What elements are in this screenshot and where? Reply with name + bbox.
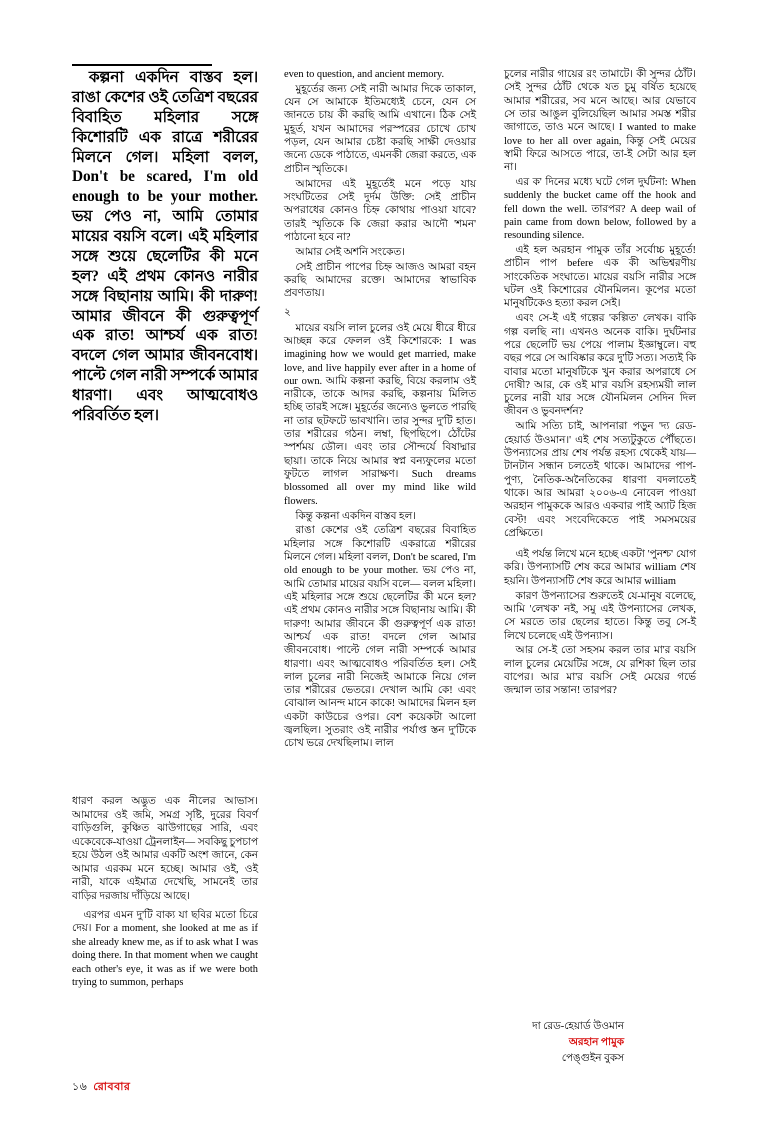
page-footer [72, 1078, 131, 1097]
paragraph: কারণ উপন্যাসের শুরুতেই যে-মানুষ বলেছে, আমি 'লেখক' নই, সমু এই উপন্যাসের লেখক, সে মরতে তার ছেলের হাতে। কিন্তু তবু সে-ই লিখে চলেছে এই উপন্যাস। [504, 590, 696, 642]
paragraph: আমি সত্যি চাই, আপনারা পড়ুন 'দ্য রেড-হেয়ার্ড উওমান।' এই শেষ সত্যটুকুতে পৌঁছতে। উপন্যাসের প্রায় শেষ পর্যন্ত রহস্য থেকেই যায়— টানটান সন্ধান চলতেই থাকে। আমাদের পাপ-পুণ্য, নৈতিক-অনৈতিকের ধারণা বদলাতেই থাকে। আর আমরা ২০০৬-এ নোবেল পাওয়া অরহান পামুককে আরও একবার পাই অ্যাট হিজ বেস্ট! এবং সংবেদিকেতে পাই সমসময়ের প্রেক্ষিতে। [504, 421, 696, 539]
column-one [72, 68, 258, 428]
paragraph: রাঙা কেশের ওই তেত্রিশ বছরের বিবাহিত মহিলার সঙ্গে কিশোরটি একরাত্রে শরীরের মিলনে গেল। মহিলা বলল, Don't be scared, I'm old enough to be your mother. ভয় পেও না, আমি তোমার মায়ের বয়সি বলে— বলল মহিলা। এই মহিলার সঙ্গে শুয়ে ছেলেটির কী মনে হল? এই প্রথম কোনও নারীর সঙ্গে বিছানায় আমি। কী দারুণ! আমার জীবনে কী গুরুত্বপূর্ণ এক রাত! আশ্চর্য এক রাত! বদলে গেল আমার জীবনবোধ। পাল্টে গেল নারী সম্পর্কে আমার ধারণা। এবং আত্মবোধও পরিবর্তিত হল। সেই লাল চুলের নারী নিজেই আমাকে নিয়ে গেল তার শরীরের ভেতরে। দেখাল আমি কে! এবং বোঝাল আনন্দ মানে কাকে! আমাদের মিলন হল একটা কাউচের ওপর। বেশ কয়েকটা আলো জ্বলছিল। সুতরাং ওই নারীর পর্যাপ্ত স্তন দু'টিকে চোখ ভরে দেখছিলাম। লাল [284, 525, 476, 750]
paragraph: কিন্তু কল্পনা একদিন বাস্তব হল। [295, 510, 416, 522]
column-two [284, 68, 476, 752]
paragraph: আর সে-ই তো সহসম করল তার মা'র বয়সি লাল চুলের মেয়েটির সঙ্গে, যে রশিকা ছিল তার বাপের। আর মা'র বয়সি সেই মেয়ের গর্ভে জন্মাল তার সন্তান! তারপর? [504, 645, 696, 697]
paragraph: মায়ের বয়সি লাল চুলের ওই মেয়ে ধীরে ধীরে আচ্ছন্ন করে ফেলল ওই কিশোরকে: I was imagining how we would get married, make love, and live happily ever after in a home of our own. আমি কল্পনা করছি, বিয়ে করলাম ওই নারীকে, তাকে আদর করছি, কল্পনায় মিলিত হচ্ছি তারই সঙ্গে। মুহূর্তের জন্যেও ভুলতে পারছি না তার ছটফটে ভাবখানি। তার সুন্দর দু'টি হাত। তার শরীরের গঠন। লম্বা, ছিপছিপে। ঠোঁটের স্পর্শময় ডৌল। এবং তার সৌন্দর্যে বিষাদ্মার ছায়া। তাকে নিয়ে আমার স্বপ্ন বন্যফুলের মতো ফুটতে লাগল সারাক্ষণ। Such dreams blossomed all over my mind like wild flowers. [284, 322, 476, 507]
lead-paragraph: কল্পনা একদিন বাস্তব হল। রাঙা কেশের ওই তেত্রিশ বছরের বিবাহিত মহিলার সঙ্গে কিশোরটি এক রাত্রে শরীরের মিলনে গেল। মহিলা বলল, Don't be scared, I'm old enough to be your mother. ভয় পেও না, আমি তোমার মায়ের বয়সি বলে। এই মহিলার সঙ্গে শুয়ে ছেলেটির কী মনে হল? এই প্রথম কোনও নারীর সঙ্গে বিছানায় আমি। কী দারুণ! আমার জীবনে কী গুরুত্বপূর্ণ এক রাত! আশ্চর্য এক রাত! বদলে গেল আমার জীবনবোধ। পাল্টে গেল নারী সম্পর্কে আমার ধারণা। এবং আত্মবোধও পরিবর্তিত হল। [72, 69, 258, 424]
paragraph: আমাদের এই মুহূর্তেই মনে পড়ে যায় সংঘটিতের সেই দুর্দম উক্তি: সেই প্রাচীন অপরাধের কোনও চিহ্ন কোথায় পাওয়া যাবে? তারই স্মৃতিকে কি জেরা করার আদৌ 'শমন' পাঠানো হবে না? [284, 178, 476, 243]
paragraph: এই পর্যন্ত লিখে মনে হচ্ছে একটা 'পুনশ্চ' যোগ করি। উপন্যাসটি শেষ করে আমার william শেষ হয়নি। উপন্যাসটি শেষ করে আমার william [504, 549, 696, 587]
paragraph: ধারণ করল অদ্ভুত এক নীলের আভাস। আমাদের ওই জমি, সমগ্র সৃষ্টি, দুরের বিবর্ণ বাড়িগুলি, কুঞ্চিত ঝাউগাছের সারি, এবং একেবেকে-যাওয়া ট্রেনলাইন— সবকিছু চুপচাপ হয়ে উঠল ওই আমার একটি অংশ জানে, কেন আমার এরকম মনে হচ্ছে। আমার ওই, ওই নারী, যাকে এইমাত্র দেখেছি, সামনেই তার বাড়ির দরজায় দাঁড়িয়ে আছে। [72, 796, 258, 902]
paragraph: এরপর এমন দু'টি বাক্য যা ছবির মতো চিরে দেয়। For a moment, she looked at me as if she already knew me, as if to ask what I was doing there. In that moment when we caught each other's eye, it was as if we were both trying to summon, perhaps [72, 909, 258, 989]
column-three [504, 68, 696, 699]
paragraph: মুহূর্তের জন্য সেই নারী আমার দিকে তাকাল, যেন সে আমাকে ইতিমধ্যেই চেনে, যেন সে জানতে চায় কী করছি আমি এখানে। ঠিক সেই মুহূর্ত, যখন আমাদের পরস্পরের চোখে চোখ পড়ল, যেন আমার চেষ্টা করছি সাক্ষী দেওয়ার জন্যে ডেকে পাঠাতে, এমনকী জেরা করতে, এক প্রাচীন স্মৃতিকে। [284, 83, 476, 175]
paragraph: আমার সেই অশনি সংকেত। [295, 246, 405, 258]
book-author: অরহান পামুক [568, 1037, 624, 1049]
paragraph: এবং সে-ই এই গল্পের 'কল্পিত' লেখক। বাকি গল্প বলছি না। এখনও অনেক বাকি। দুর্ঘটনার পরে ছেলেটি ভয় পেয়ে পালাম ইজ্ঞাম্বুলে। বহু বছর পরে সে আবিষ্কার করে দু'টি সত্য। সত্যই কি বাবার মতো মানুষটিকে খুন করার অপরাধে সে দোষী? আর, কে ওই মা'র বয়সি রহস্যময়ী লাল চুলের নারী যার সঙ্গে যৌনমিলন সেদিন দিল জীবন ও ভুবনদর্শন? [504, 313, 696, 418]
page-number: ১৬ [72, 1081, 88, 1093]
section-number: ২ [284, 307, 291, 319]
top-rule-divider [72, 64, 212, 66]
paragraph: even to question, and ancient memory. [284, 69, 445, 80]
column-one-lower [72, 795, 258, 990]
paragraph: সেই প্রাচীন পাপের চিহ্ন আজও আমরা বহন করছি আমাদের রক্তে। আমাদের স্বাভাবিক প্রবণতায়। [284, 261, 476, 300]
book-signature-block [432, 1020, 624, 1066]
paragraph: চুলের নারীর গায়ের রং তামাটে। কী সুন্দর ঠোঁট। সেই সুন্দর ঠোঁট থেকে যত চুমু বর্ষিত হয়েছে আমার শরীরের, সব মনে আছে। আর যেভাবে সে তার আঙুল বুলিয়েছিল আমার সমস্ত শরীর জাগাতে, তাও মনে আছে। I wanted to make love to her all over again, কিন্তু সেই মেয়ের স্বামী ফিরে আসতে পারে, তা-ই সেটা আর হল না। [504, 69, 696, 174]
magazine-name: রোববার [93, 1081, 131, 1093]
book-publisher: পেঙ্গুইন বুকস [561, 1053, 624, 1065]
paragraph: এই হল অরহান পামুক তাঁর সর্বোচ্চ মুহূর্তে! প্রাচীন পাপ befere এক কী অভিশ্বরণীয় সাংকেতিক সংঘাতে। মায়ের বয়সি নারীর সঙ্গে ঘটল ওই কিশোরের যৌনমিলন। কূপের মতো মানুষটিকেও হত্যা করল সেই। [504, 245, 696, 310]
paragraph: এর ক' দিনের মধ্যে ঘটে গেল দুর্ঘটনা: When suddenly the bucket came off the hook and fell down the well. তারপর? A deep wail of pain came from down below, followed by a resounding silence. [504, 177, 696, 242]
book-title: দা রেড-হেয়ার্ড উওমান [532, 1021, 624, 1032]
